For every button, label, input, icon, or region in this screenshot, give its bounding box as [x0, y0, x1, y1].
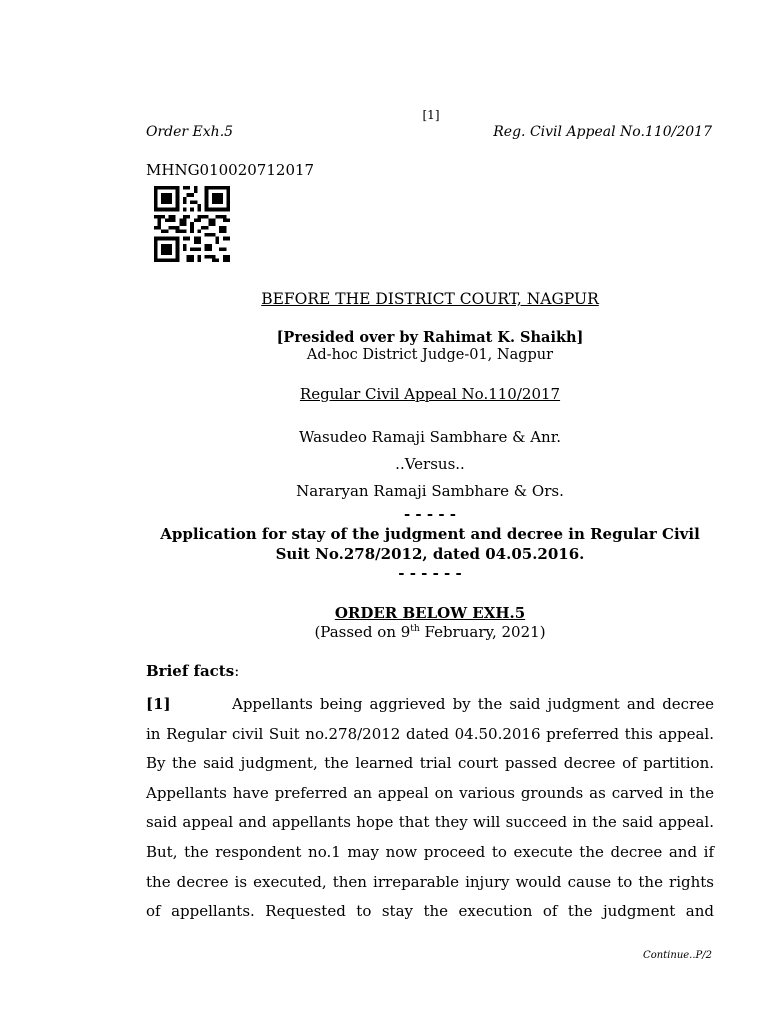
- cnr-number: MHNG010020712017: [146, 161, 315, 179]
- separator-dashes: - - - - - -: [398, 564, 462, 582]
- application-subject: Application for stay of the judgment and decree in Regular Civil Suit No.278/2012, dated 04.05.2016.: [160, 525, 700, 563]
- appeal-title: Regular Civil Appeal No.110/2017: [299, 385, 561, 403]
- appellant-name: Wasudeo Ramaji Sambhare & Anr.: [298, 428, 562, 446]
- presiding-officer: [Presided over by Rahimat K. Shaikh]: [276, 329, 584, 346]
- page-number: [1]: [422, 108, 440, 122]
- paragraph-line: the decree is executed, then irreparable injury would cause to the rights: [146, 872, 714, 891]
- header-appeal-number: Reg. Civil Appeal No.110/2017: [493, 124, 712, 140]
- continue-note: Continue..P/2: [643, 950, 712, 961]
- passed-prefix: (Passed on 9: [314, 623, 411, 641]
- paragraph-line: in Regular civil Suit no.278/2012 dated 04.50.2016 preferred this appeal.: [146, 724, 714, 743]
- paragraph-line: But, the respondent no.1 may now proceed to execute the decree and if: [146, 842, 714, 861]
- judge-designation: Ad-hoc District Judge-01, Nagpur: [306, 347, 554, 363]
- versus-label: ..Versus..: [395, 455, 465, 473]
- brief-facts-label: Brief facts: [146, 662, 235, 680]
- paragraph-1: [146, 690, 714, 927]
- passed-superscript: th: [410, 624, 420, 634]
- paragraph-line: [146, 690, 714, 720]
- order-passed-date: [146, 623, 714, 641]
- passed-suffix: February, 2021): [419, 623, 546, 641]
- separator-dashes: - - - - -: [403, 505, 457, 523]
- respondent-name: Nararyan Ramaji Sambhare & Ors.: [296, 482, 564, 500]
- paragraph-line-text: Appellants being aggrieved by the said judgment and decree: [232, 695, 714, 713]
- paragraph-line: Appellants have preferred an appeal on various grounds as carved in the: [146, 783, 714, 802]
- brief-facts-heading: [146, 662, 239, 680]
- order-title: ORDER BELOW EXH.5: [334, 604, 526, 622]
- brief-facts-colon: :: [234, 662, 240, 680]
- qr-code-icon: [152, 186, 232, 262]
- paragraph-line: of appellants. Requested to stay the execution of the judgment and: [146, 902, 714, 921]
- paragraph-line: said appeal and appellants hope that they will succeed in the said appeal.: [146, 813, 714, 832]
- header-order-exhibit: Order Exh.5: [146, 124, 234, 140]
- paragraph-number: [1]: [146, 695, 171, 713]
- paragraph-line: By the said judgment, the learned trial court passed decree of partition.: [146, 754, 714, 773]
- court-title: BEFORE THE DISTRICT COURT, NAGPUR: [261, 290, 599, 308]
